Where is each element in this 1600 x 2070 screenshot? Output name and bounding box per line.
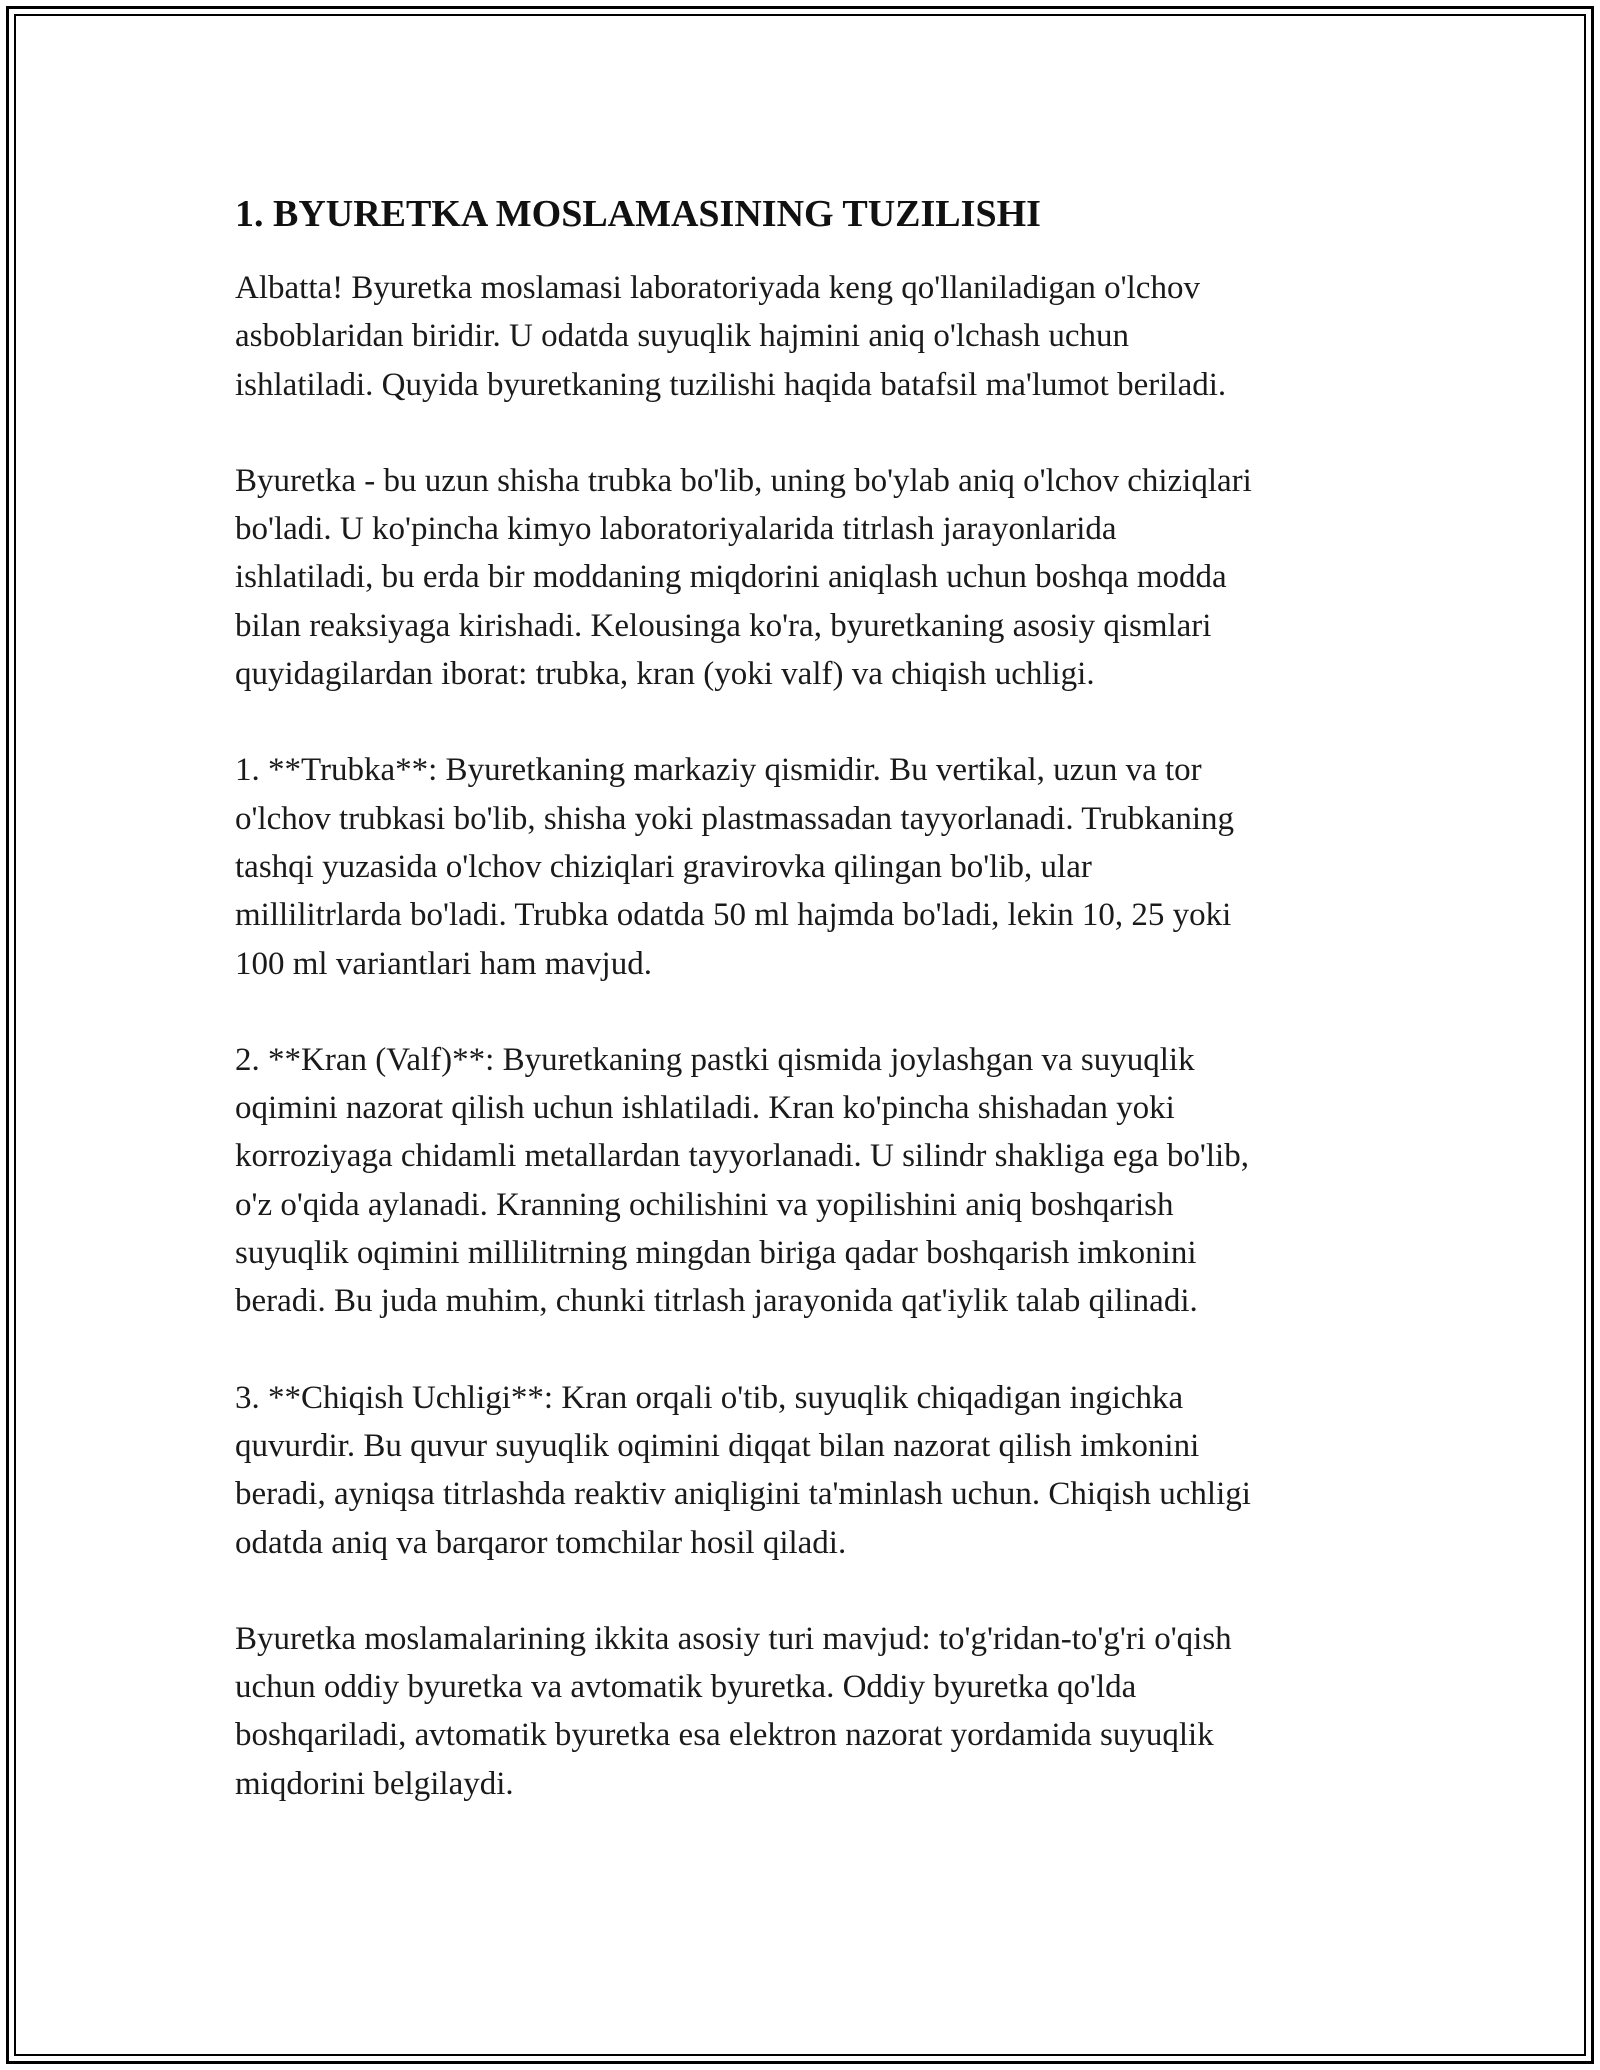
paragraph-chiqish-uchligi: 3. **Chiqish Uchligi**: Kran orqali o'tib, suyuqlik chiqadigan ingichka quvurdir. Bu quvur suyuqlik oqimini diqqat bilan nazorat qilish imkonini beradi, ayniqsa titrlashda reaktiv aniqligini ta'minlash uchun. Chiqish uchligi odatda aniq va barqaror tomchilar hosil qiladi. (235, 1379, 1251, 1561)
paragraph-intro: Albatta! Byuretka moslamasi laboratoriyada keng qo'llaniladigan o'lchov asboblaridan biridir. U odatda suyuqlik hajmini aniq o'lchash uchun ishlatiladi. Quyida byuretkaning tuzilishi haqida batafsil ma'lumot beriladi. (235, 270, 1227, 403)
paragraph-kran: 2. **Kran (Valf)**: Byuretkaning pastki qismida joylashgan va suyuqlik oqimini nazorat qilish uchun ishlatiladi. Kran ko'pincha shishadan yoki korroziyaga chidamli metallardan tayyorlanadi. U silindr shakliga ega bo'lib, o'z o'qida aylanadi. Kranning ochilishini va yopilishini aniq boshqarish suyuqlik oqimini millilitrning mingdan biriga qadar boshqarish imkonini beradi. Bu juda muhim, chunki titrlash jarayonida qat'iylik talab qilinadi. (235, 1041, 1249, 1320)
paragraph-description: Byuretka - bu uzun shisha trubka bo'lib, uning bo'ylab aniq o'lchov chiziqlari bo'ladi. U ko'pincha kimyo laboratoriyalarida titrlash jarayonlarida ishlatiladi, bu erda bir moddaning miqdorini aniqlash uchun boshqa modda bilan reaksiyaga kirishadi. Kelousinga ko'ra, byuretkaning asosiy qismlari quyidagilardan iborat: trubka, kran (yoki valf) va chiqish uchligi. (235, 462, 1252, 693)
paragraph-trubka: 1. **Trubka**: Byuretkaning markaziy qismidir. Bu vertikal, uzun va tor o'lchov trubkasi bo'lib, shisha yoki plastmassadan tayyorlanadi. Trubkaning tashqi yuzasida o'lchov chiziqlari gravirovka qilingan bo'lib, ular millilitrlarda bo'ladi. Trubka odatda 50 ml hajmda bo'ladi, lekin 10, 25 yoki 100 ml variantlari ham mavjud. (235, 752, 1235, 982)
section-heading: 1. BYURETKA MOSLAMASINING TUZILISHI (235, 193, 1041, 235)
document-body (235, 186, 1375, 1856)
paragraph-types: Byuretka moslamalarining ikkita asosiy turi mavjud: to'g'ridan-to'g'ri o'qish uchun oddiy byuretka va avtomatik byuretka. Oddiy byuretka qo'lda boshqariladi, avtomatik byuretka esa elektron nazorat yordamida suyuqlik miqdorini belgilaydi. (235, 1620, 1232, 1802)
